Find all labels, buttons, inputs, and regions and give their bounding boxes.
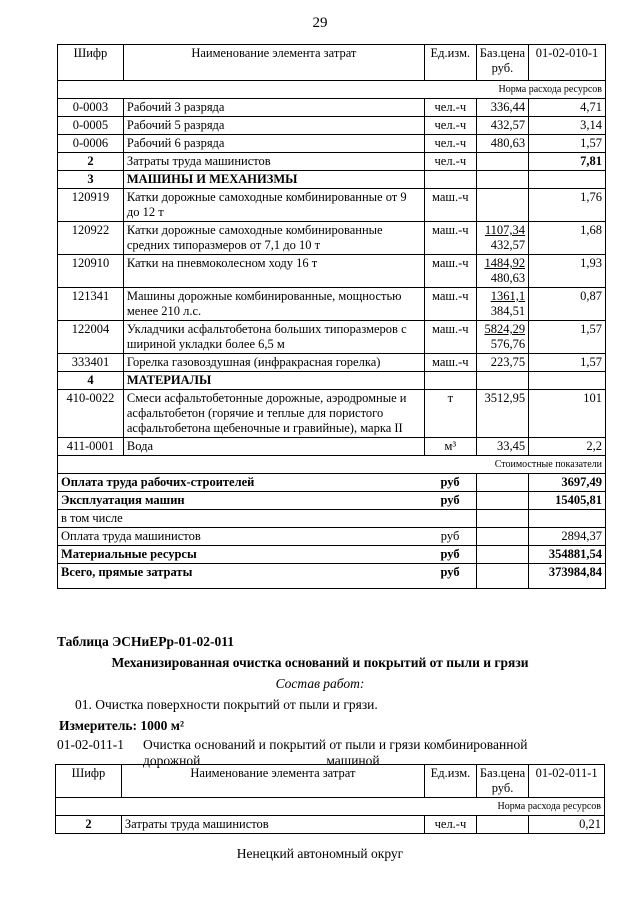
summary-row: Эксплуатация машин руб 15405,81 bbox=[58, 492, 606, 510]
resource-table-2 bbox=[55, 764, 605, 834]
cost-label: Стоимостные показатели bbox=[58, 456, 606, 474]
table-row: 2 Затраты труда машинистов чел.-ч 0,21 bbox=[56, 816, 605, 834]
summary-row: Оплата труда рабочих-строителей руб 3697,49 bbox=[58, 474, 606, 492]
header-code: Шифр bbox=[58, 45, 124, 81]
header-price: Баз.цена руб. bbox=[476, 45, 528, 81]
norm-label: Норма расхода ресурсов bbox=[58, 81, 606, 99]
work-item: 01. Очистка поверхности покрытий от пыли и грязи. bbox=[75, 697, 378, 712]
header-unit: Ед.изм. bbox=[424, 45, 476, 81]
table-row: 120910 Катки на пневмоколесном ходу 16 т маш.-ч 1484,92 480,63 1,93 bbox=[58, 255, 606, 288]
table-title: Таблица ЭСНиЕРр-01-02-011 bbox=[57, 634, 235, 649]
header-norm: 01-02-010-1 bbox=[529, 45, 606, 81]
table-row: 411-0001 Вода м³ 33,45 2,2 bbox=[58, 438, 606, 456]
table-row: 0-0003 Рабочий 3 разряда чел.-ч 336,44 4,71 bbox=[58, 99, 606, 117]
item-code: 01-02-011-1 bbox=[57, 737, 124, 752]
table-header: Шифр Наименование элемента затрат Ед.изм. Баз.цена руб. 01-02-011-1 bbox=[56, 765, 605, 798]
table-row: 333401 Горелка газовоздушная (инфракрасная горелка) маш.-ч 223,75 1,57 bbox=[58, 354, 606, 372]
cost-label-row bbox=[58, 456, 606, 474]
section-subtitle: Механизированная очистка оснований и покрытий от пыли и грязи bbox=[111, 655, 529, 670]
item-desc-line2: машиной bbox=[326, 753, 380, 768]
header-name: Наименование элемента затрат bbox=[123, 45, 424, 81]
norm-label-row bbox=[58, 81, 606, 99]
summary-row: в том числе bbox=[58, 510, 606, 528]
table-row: 121341 Машины дорожные комбинированные, мощностью менее 210 л.с. маш.-ч 1361,1 384,51 0,87 bbox=[58, 288, 606, 321]
summary-row: Оплата труда машинистов руб 2894,37 bbox=[58, 528, 606, 546]
item-desc-line1: Очистка оснований и покрытий от пыли и грязи комбинированной дорожной bbox=[143, 737, 528, 768]
resource-table-1 bbox=[57, 44, 606, 589]
footer-region: Ненецкий автономный округ bbox=[236, 846, 404, 861]
work-title: Состав работ: bbox=[275, 676, 365, 691]
section-row: 3 МАШИНЫ И МЕХАНИЗМЫ bbox=[58, 171, 606, 189]
table-row: 2 Затраты труда машинистов чел.-ч 7,81 bbox=[58, 153, 606, 171]
table-row: 122004 Укладчики асфальтобетона больших типоразмеров с шириной укладки более 6,5 м маш.-ч 5824,29 576,76 1,57 bbox=[58, 321, 606, 354]
summary-row: Материальные ресурсы руб 354881,54 bbox=[58, 546, 606, 564]
table-row: 410-0022 Смеси асфальтобетонные дорожные, аэродромные и асфальтобетон (горячие и теплые для пористого асфальтобетона щебеночные и гравийные), марка II т 3512,95 101 bbox=[58, 390, 606, 438]
page-number: 29 bbox=[312, 15, 328, 31]
norm-label-row: Норма расхода ресурсов bbox=[56, 798, 605, 816]
table-header bbox=[58, 45, 606, 81]
table-row: 0-0005 Рабочий 5 разряда чел.-ч 432,57 3,14 bbox=[58, 117, 606, 135]
table-row: 0-0006 Рабочий 6 разряда чел.-ч 480,63 1,57 bbox=[58, 135, 606, 153]
table-row: 120919 Катки дорожные самоходные комбинированные от 9 до 12 т маш.-ч 1,76 bbox=[58, 189, 606, 222]
meter: Измеритель: 1000 м² bbox=[59, 718, 185, 733]
summary-row: Всего, прямые затраты руб 373984,84 bbox=[58, 564, 606, 589]
table-row: 120922 Катки дорожные самоходные комбинированные средних типоразмеров от 7,1 до 10 т маш.-ч 1107,34 432,57 1,68 bbox=[58, 222, 606, 255]
section-row: 4 МАТЕРИАЛЫ bbox=[58, 372, 606, 390]
